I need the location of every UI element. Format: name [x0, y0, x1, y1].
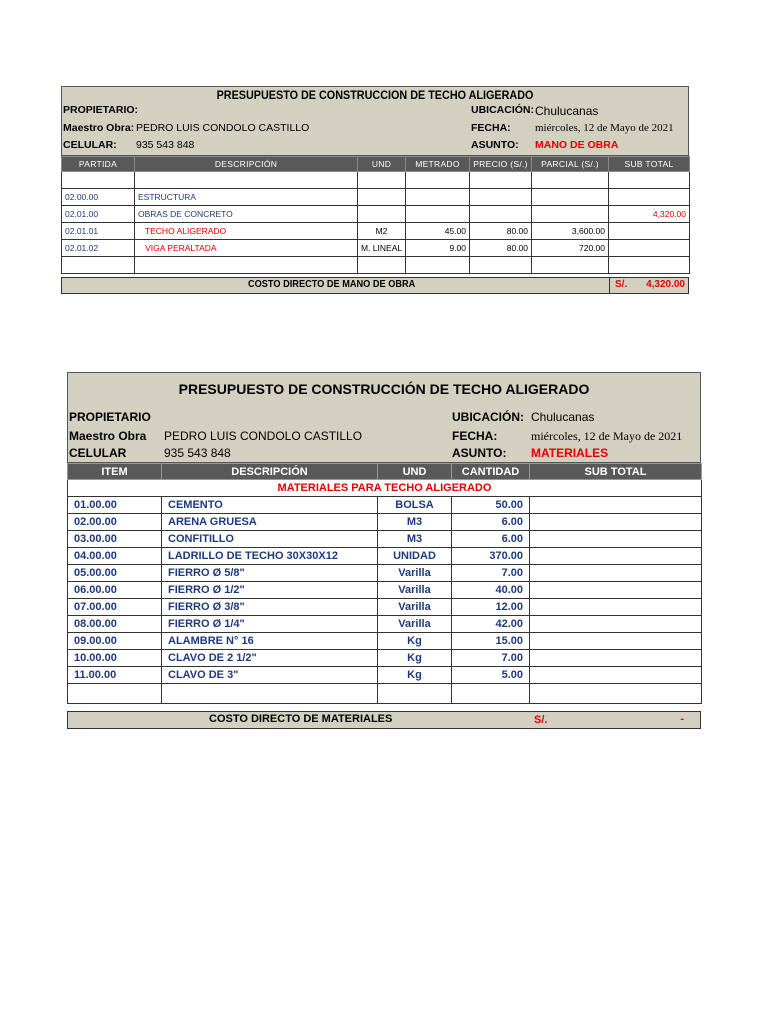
table-row: [68, 650, 702, 667]
cell-und: [358, 172, 406, 189]
cell-und: [358, 257, 406, 274]
cell-item: 07.00.00: [68, 599, 162, 616]
col-descripcion: DESCRIPCIÓN: [162, 464, 378, 480]
cell-item: 02.00.00: [68, 514, 162, 531]
cell-subtotal: [609, 172, 690, 189]
labor-fecha-label: FECHA:: [471, 122, 511, 134]
table-row: [62, 172, 690, 189]
col-cantidad: CANTIDAD: [452, 464, 530, 480]
cell-cantidad: 50.00: [452, 497, 530, 514]
cell-partida: 02.01.02: [62, 240, 135, 257]
cell-und: M. LINEAL: [358, 240, 406, 257]
cell-descripcion: OBRAS DE CONCRETO: [135, 206, 358, 223]
table-row: [62, 257, 690, 274]
col-und: UND: [378, 464, 452, 480]
materials-budget-sheet: [67, 372, 701, 729]
table-row: [68, 497, 702, 514]
cell-subtotal: [530, 565, 702, 582]
col-descripcion: DESCRIPCIÓN: [135, 157, 358, 172]
cell-partida: 02.01.01: [62, 223, 135, 240]
materials-footer-currency: S/.: [534, 714, 548, 726]
labor-celular-label: CELULAR:: [63, 139, 117, 151]
table-row: [62, 189, 690, 206]
cell-und: [378, 684, 452, 704]
labor-table-header: [62, 157, 690, 172]
labor-footer-label: COSTO DIRECTO DE MANO DE OBRA: [248, 279, 416, 290]
cell-und: M3: [378, 514, 452, 531]
labor-asunto-value: MANO DE OBRA: [535, 139, 619, 151]
cell-item: 11.00.00: [68, 667, 162, 684]
materials-celular-label: CELULAR: [69, 446, 127, 460]
cell-descripcion: FIERRO Ø 5/8": [162, 565, 378, 582]
cell-descripcion: ALAMBRE N° 16: [162, 633, 378, 650]
labor-asunto-label: ASUNTO:: [471, 139, 519, 151]
cell-subtotal: [530, 497, 702, 514]
cell-partida: [62, 257, 135, 274]
cell-partida: 02.00.00: [62, 189, 135, 206]
materials-ubicacion-label: UBICACIÓN:: [452, 410, 524, 424]
cell-item: 09.00.00: [68, 633, 162, 650]
cell-precio: [470, 257, 532, 274]
cell-und: BOLSA: [378, 497, 452, 514]
cell-cantidad: 6.00: [452, 514, 530, 531]
cell-descripcion: CEMENTO: [162, 497, 378, 514]
cell-descripcion: [135, 257, 358, 274]
materials-maestro-value: PEDRO LUIS CONDOLO CASTILLO: [164, 429, 363, 443]
cell-und: Varilla: [378, 582, 452, 599]
cell-item: 05.00.00: [68, 565, 162, 582]
labor-ubicacion-label: UBICACIÓN:: [471, 104, 534, 116]
labor-footer-total: 4,320.00: [646, 279, 685, 290]
table-row: [68, 616, 702, 633]
materials-header: [67, 372, 701, 463]
cell-parcial: [532, 172, 609, 189]
cell-partida: 02.01.00: [62, 206, 135, 223]
cell-und: UNIDAD: [378, 548, 452, 565]
cell-metrado: [406, 257, 470, 274]
cell-descripcion: [162, 684, 378, 704]
cell-subtotal: [530, 684, 702, 704]
cell-subtotal: [530, 616, 702, 633]
cell-item: 03.00.00: [68, 531, 162, 548]
cell-item: 04.00.00: [68, 548, 162, 565]
table-row: [68, 565, 702, 582]
col-parcial: PARCIAL (S/.): [532, 157, 609, 172]
cell-partida: [62, 172, 135, 189]
cell-parcial: 720.00: [532, 240, 609, 257]
labor-footer-divider: [609, 278, 610, 293]
col-item: ITEM: [68, 464, 162, 480]
cell-cantidad: 5.00: [452, 667, 530, 684]
materials-section-title: MATERIALES PARA TECHO ALIGERADO: [68, 480, 702, 497]
table-row: [68, 599, 702, 616]
table-row: [68, 548, 702, 565]
cell-parcial: [532, 206, 609, 223]
labor-footer: [61, 277, 689, 294]
cell-item: 10.00.00: [68, 650, 162, 667]
cell-descripcion: LADRILLO DE TECHO 30X30X12: [162, 548, 378, 565]
cell-descripcion: VIGA PERALTADA: [135, 240, 358, 257]
materials-fecha-value: miércoles, 12 de Mayo de 2021: [531, 429, 683, 443]
labor-table: [61, 156, 690, 274]
cell-precio: 80.00: [470, 240, 532, 257]
materials-fecha-label: FECHA:: [452, 429, 498, 443]
col-precio: PRECIO (S/.): [470, 157, 532, 172]
cell-subtotal: [609, 189, 690, 206]
labor-propietario-label: PROPIETARIO:: [63, 104, 139, 116]
table-row: [68, 667, 702, 684]
section-row: [68, 480, 702, 497]
cell-und: Varilla: [378, 616, 452, 633]
cell-und: M2: [358, 223, 406, 240]
cell-descripcion: FIERRO Ø 1/2": [162, 582, 378, 599]
materials-footer-total: -: [680, 713, 684, 725]
cell-descripcion: [135, 172, 358, 189]
cell-parcial: [532, 189, 609, 206]
labor-footer-currency: S/.: [615, 279, 628, 290]
cell-subtotal: [609, 223, 690, 240]
cell-subtotal: [530, 633, 702, 650]
cell-subtotal: [609, 257, 690, 274]
cell-item: 01.00.00: [68, 497, 162, 514]
materials-asunto-value: MATERIALES: [531, 446, 609, 460]
table-row: [68, 633, 702, 650]
cell-descripcion: CLAVO DE 3": [162, 667, 378, 684]
cell-subtotal: [530, 650, 702, 667]
labor-title: PRESUPUESTO DE CONSTRUCCION DE TECHO ALIGERADO: [216, 88, 534, 102]
cell-subtotal: [530, 667, 702, 684]
labor-header: [61, 86, 689, 156]
cell-metrado: 45.00: [406, 223, 470, 240]
col-partida: PARTIDA: [62, 157, 135, 172]
cell-metrado: [406, 172, 470, 189]
cell-cantidad: [452, 684, 530, 704]
materials-ubicacion-value: Chulucanas: [531, 410, 595, 424]
cell-subtotal: 4,320.00: [609, 206, 690, 223]
cell-descripcion: ESTRUCTURA: [135, 189, 358, 206]
cell-und: Kg: [378, 667, 452, 684]
col-subtotal: SUB TOTAL: [609, 157, 690, 172]
cell-und: [358, 206, 406, 223]
materials-footer-label: COSTO DIRECTO DE MATERIALES: [209, 713, 393, 725]
cell-descripcion: CONFITILLO: [162, 531, 378, 548]
table-row: [62, 206, 690, 223]
col-subtotal: SUB TOTAL: [530, 464, 702, 480]
table-row: [68, 582, 702, 599]
cell-metrado: [406, 206, 470, 223]
cell-und: [358, 189, 406, 206]
cell-precio: [470, 172, 532, 189]
labor-celular-value: 935 543 848: [136, 139, 195, 151]
cell-und: Varilla: [378, 599, 452, 616]
cell-cantidad: 12.00: [452, 599, 530, 616]
table-row: [68, 514, 702, 531]
cell-descripcion: FIERRO Ø 1/4": [162, 616, 378, 633]
cell-precio: 80.00: [470, 223, 532, 240]
labor-maestro-label: Maestro Obra:: [63, 122, 135, 134]
materials-footer: [67, 711, 701, 729]
cell-cantidad: 15.00: [452, 633, 530, 650]
cell-precio: [470, 189, 532, 206]
col-metrado: METRADO: [406, 157, 470, 172]
materials-title: PRESUPUESTO DE CONSTRUCCIÓN DE TECHO ALIGERADO: [178, 381, 590, 397]
materials-table-header: [68, 464, 702, 480]
materials-celular-value: 935 543 848: [164, 446, 231, 460]
labor-budget-sheet: [61, 86, 689, 294]
cell-metrado: [406, 189, 470, 206]
cell-und: Kg: [378, 633, 452, 650]
col-und: UND: [358, 157, 406, 172]
cell-subtotal: [530, 582, 702, 599]
cell-descripcion: ARENA GRUESA: [162, 514, 378, 531]
table-row: [62, 240, 690, 257]
cell-und: M3: [378, 531, 452, 548]
table-row: [62, 223, 690, 240]
cell-subtotal: [530, 531, 702, 548]
cell-descripcion: TECHO ALIGERADO: [135, 223, 358, 240]
materials-asunto-label: ASUNTO:: [452, 446, 507, 460]
cell-metrado: 9.00: [406, 240, 470, 257]
cell-descripcion: CLAVO DE 2 1/2": [162, 650, 378, 667]
labor-ubicacion-value: Chulucanas: [535, 104, 599, 118]
cell-parcial: [532, 257, 609, 274]
cell-item: [68, 684, 162, 704]
cell-subtotal: [530, 548, 702, 565]
cell-precio: [470, 206, 532, 223]
cell-und: Kg: [378, 650, 452, 667]
cell-cantidad: 6.00: [452, 531, 530, 548]
cell-descripcion: FIERRO Ø 3/8": [162, 599, 378, 616]
cell-cantidad: 42.00: [452, 616, 530, 633]
cell-subtotal: [530, 599, 702, 616]
materials-table: [67, 463, 702, 704]
cell-cantidad: 7.00: [452, 650, 530, 667]
cell-subtotal: [609, 240, 690, 257]
cell-item: 08.00.00: [68, 616, 162, 633]
cell-cantidad: 7.00: [452, 565, 530, 582]
cell-parcial: 3,600.00: [532, 223, 609, 240]
cell-cantidad: 370.00: [452, 548, 530, 565]
cell-subtotal: [530, 514, 702, 531]
cell-cantidad: 40.00: [452, 582, 530, 599]
labor-maestro-value: PEDRO LUIS CONDOLO CASTILLO: [136, 122, 310, 134]
cell-item: 06.00.00: [68, 582, 162, 599]
table-row: [68, 684, 702, 704]
labor-fecha-value: miércoles, 12 de Mayo de 2021: [535, 122, 674, 134]
table-row: [68, 531, 702, 548]
materials-maestro-label: Maestro Obra: [69, 429, 147, 443]
materials-propietario-label: PROPIETARIO: [69, 410, 151, 424]
cell-und: Varilla: [378, 565, 452, 582]
